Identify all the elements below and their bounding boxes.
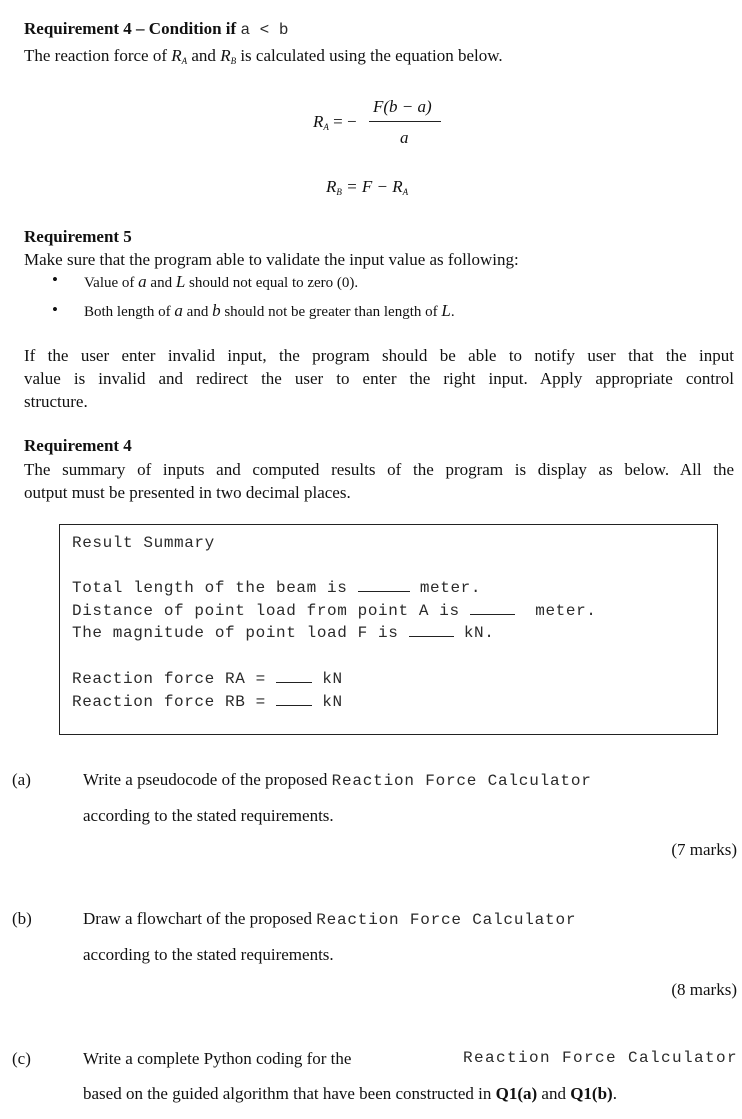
summary-row-distance: Distance of point load from point A is meter. [72,602,597,620]
equation-ra-denominator: a [400,128,409,147]
question-a-line2: according to the stated requirements. [83,806,334,825]
condition-code: a < b [240,21,289,39]
invalid-input-paragraph: If the user enter invalid input, the program should be able to notify user that the input value is invalid and redirect the user to enter the right input. Apply appropriate control structure. [24,346,734,411]
question-b-label: (b) [12,909,32,928]
validation-bullet-1: Value of a and L should not equal to zero (0). [84,272,359,291]
summary-description: The summary of inputs and computed results of the program is display as below. All the output must be presented in two decimal places. [24,460,734,502]
question-c-line1: Write a complete Python coding for the Reaction Force Calculator [83,1049,738,1068]
reaction-force-intro: The reaction force of $R_A$ and $R_B$ is calculated using the equation below. [24,46,503,66]
requirement-5-heading: Requirement 5 [24,227,132,246]
bullet-icon: • [52,270,58,289]
bullet-icon: • [52,300,58,319]
question-a-line1: Write a pseudocode of the proposed Reaction Force Calculator [83,770,592,790]
rb-symbol: $R_B$ [220,46,237,66]
ref-q1b: Q1(b) [570,1084,613,1103]
requirement-4-condition-heading: Requirement 4 – Condition if a < b [24,19,289,39]
equation-ra-numerator: F(b − a) [373,97,432,116]
question-a-marks: (7 marks) [671,840,737,859]
question-b-line2: according to the stated requirements. [83,945,334,964]
equation-ra-lhs: $R_A$ = − [313,112,357,132]
question-c-label: (c) [12,1049,31,1068]
question-b-marks: (8 marks) [671,980,737,999]
question-c-line2: based on the guided algorithm that have been constructed in Q1(a) and Q1(b). [83,1084,617,1103]
requirement-4-summary-heading: Requirement 4 [24,436,132,455]
summary-row-length: Total length of the beam is meter. [72,579,482,597]
requirement-5-intro: Make sure that the program able to validate the input value as following: [24,250,519,269]
validation-bullet-2: Both length of a and b should not be greater than length of L. [84,301,455,320]
question-a-label: (a) [12,770,31,789]
fraction-bar [369,121,441,122]
summary-row-rb: Reaction force RB = kN [72,693,343,711]
equation-rb: $R_B = F - R_A$ [326,177,409,197]
result-summary-title: Result Summary [72,534,215,552]
ra-symbol: $R_A$ [171,46,188,66]
ref-q1a: Q1(a) [495,1084,538,1103]
summary-row-ra: Reaction force RA = kN [72,670,343,688]
summary-row-magnitude: The magnitude of point load F is kN. [72,624,495,642]
question-b-line1: Draw a flowchart of the proposed Reaction Force Calculator [83,909,577,929]
